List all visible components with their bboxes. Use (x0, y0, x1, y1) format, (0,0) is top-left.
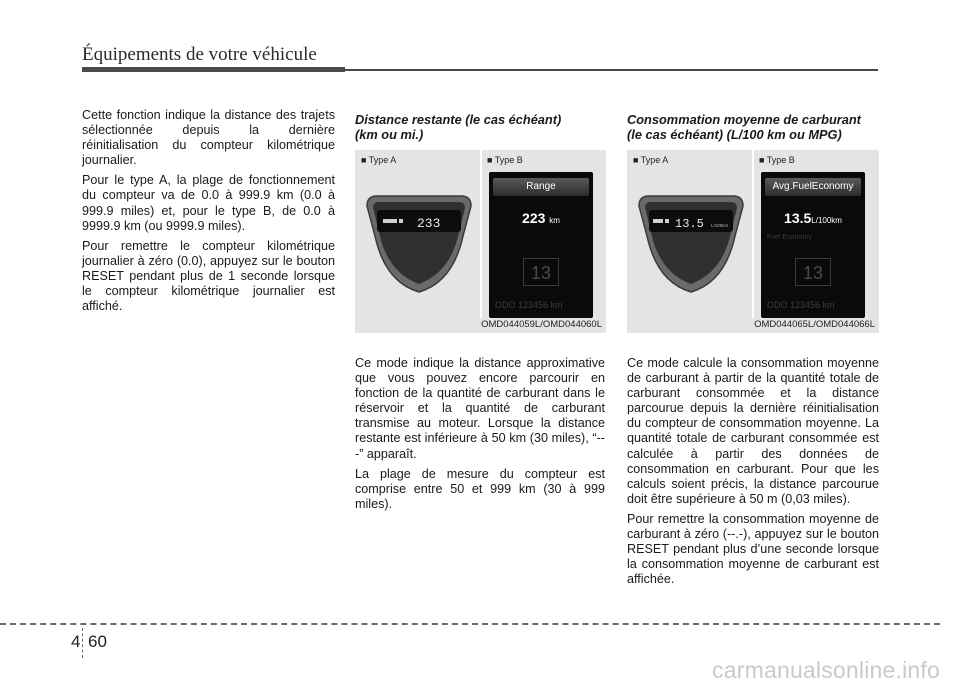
instrument-cluster-type-a-illustration (635, 192, 747, 297)
section-title-range: Distance restante (le cas échéant) (km ou mi.) (355, 112, 562, 142)
paragraph: Cette fonction indique la distance des trajets sélectionnée depuis la dernière réinitialisation du compteur kilométrique journalier. (82, 108, 335, 168)
screen-fuel-value: 13.5L/100km (784, 210, 842, 226)
screen-faded-label: Fuel Economy (767, 234, 812, 241)
figure-label-type-b: ■ Type B (487, 155, 523, 165)
section-title-fuel-economy: Consommation moyenne de carburant (le cas échéant) (L/100 km ou MPG) (627, 112, 861, 142)
figure-caption: OMD044059L/OMD044060L (481, 319, 602, 330)
paragraph: Pour remettre le compteur kilométrique journalier à zéro (0.0), appuyez sur le bouton RESET pendant plus de 1 seconde lorsque le compteur kilométrique journalier est affiché. (82, 238, 335, 314)
cluster-screen-type-b (489, 172, 593, 318)
screen-title: Range (493, 178, 589, 196)
paragraph: Pour remettre la consommation moyenne de carburant à zéro (--.-), appuyez sur le bouton RESET pendant plus d’une seconde lorsque la consommation moyenne de carburant est affichée. (627, 511, 879, 587)
footer-dashed-rule (0, 623, 940, 625)
figure-label-type-a: ■ Type A (633, 155, 669, 165)
column-trip-text (82, 108, 335, 319)
figure-fuel-economy-display (627, 150, 879, 333)
cluster-screen-type-b (761, 172, 865, 318)
paragraph: Pour le type A, la plage de fonctionnement du compteur va de 0.0 à 999.9 km (0.0 à 999.9 miles) et, pour le type B, de 0.0 à 9999.9 km (ou 9999.9 miles). (82, 173, 335, 233)
column-fuel-economy-text (627, 356, 879, 592)
type-a-fuel-unit: L/100km (711, 223, 729, 228)
paragraph: Ce mode indique la distance approximative que vous pouvez encore parcourir en fonction de la quantité de carburant dans le réservoir et la quantité de carburant transmise au moteur. Lorsque la distance restante est inférieure à 50 km (30 miles), “---” apparaît. (355, 356, 605, 461)
watermark-link[interactable]: carmanualsonline.info (712, 657, 940, 683)
screen-title: Avg.FuelEconomy (765, 178, 861, 196)
figure-label-type-b: ■ Type B (759, 155, 795, 165)
column-range-text (355, 356, 605, 517)
figure-range-display (355, 150, 606, 333)
screen-range-value: 223 km (522, 210, 560, 226)
type-a-fuel-readout: 13.5 (675, 217, 704, 231)
screen-odometer: ODO 123456 km (767, 300, 835, 310)
paragraph: Ce mode calcule la consommation moyenne de carburant à partir de la quantité totale de carburant consommée et la distance parcourue depuis la dernière réinitialisation du compteur de consommation moyenne. La quantité totale de carburant consommée est calculée à partir des données de consommation en carburant. Pour que les calculs soient précis, la distance parcourue doit être supérieure à 50 m (0,03 miles). (627, 356, 879, 506)
type-a-range-readout: 233 (417, 216, 441, 231)
figure-caption: OMD044065L/OMD044066L (754, 319, 875, 330)
header-rule-thin (345, 69, 878, 71)
screen-odometer: ODO 123456 km (495, 300, 563, 310)
figure-label-type-a: ■ Type A (361, 155, 397, 165)
chapter-number: 4 (71, 632, 81, 651)
figure-divider (480, 150, 482, 318)
paragraph: La plage de mesure du compteur est comprise entre 50 et 999 km (30 à 999 miles). (355, 466, 605, 511)
header-rule-thick (82, 67, 345, 72)
page-number: 60 (88, 632, 107, 651)
section-header-title: Équipements de votre véhicule (82, 44, 317, 65)
page-number-separator (82, 628, 83, 658)
figure-divider (752, 150, 754, 318)
screen-gear-indicator: 13 (795, 258, 831, 286)
screen-gear-indicator: 13 (523, 258, 559, 286)
instrument-cluster-type-a-illustration (363, 192, 475, 297)
